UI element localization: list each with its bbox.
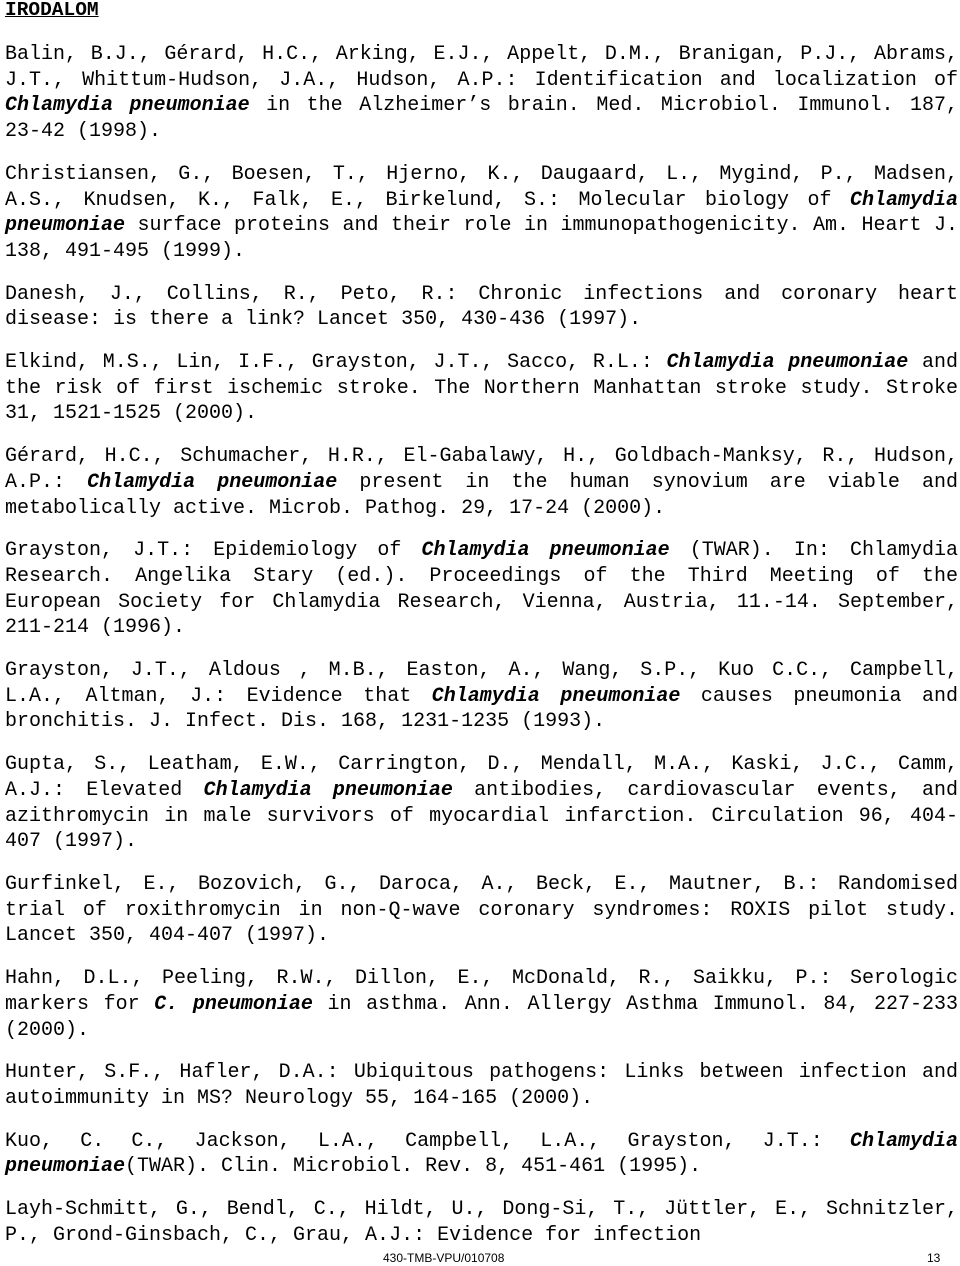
reference-text: Danesh, J., Collins, R., Peto, R.: Chronic infections and coronary heart disease: is there a link? Lancet 350, 430-436 (1997). [5,282,958,332]
species-name: Chlamydia pneumoniae [666,351,909,375]
page-number: 13 [927,1251,941,1265]
reference-text: antibodies, cardiovascular events, and azithromycin in male survivors of myocardial infarction. Circulation 96, 404-407 (1997). [5,778,959,854]
reference-text: in the Alzheimer’s brain. Med. Microbiol. Immunol. 187, 23-42 (1998). [5,94,958,144]
reference-text: Balin, B.J., Gérard, H.C., Arking, E.J., Appelt, D.M., Branigan, P.J., Abrams, J.T., Whittum-Hudson, J.A., Hudson, A.P.: Identification and localization of [5,43,958,92]
reference-text: in asthma. Ann. Allergy Asthma Immunol. 84, 227-233 (2000). [5,992,958,1042]
reference-entry [5,966,958,1043]
reference-text: Gérard, H.C., Schumacher, H.R., El-Gabalawy, H., Goldbach-Manksy, R., Hudson, A.P.: [5,445,958,494]
section-heading: IRODALOM [5,0,99,21]
page-footer [0,1251,960,1266]
species-name: Chlamydia pneumoniae [421,539,670,563]
reference-text: Grayston, J.T., Aldous , M.B., Easton, A., Wang, S.P., Kuo C.C., Campbell, L.A., Altman, J.: Evidence that [5,659,958,708]
reference-text: surface proteins and their role in immunopathogenicity. Am. Heart J. 138, 491-495 (1999). [5,214,958,263]
reference-text: (TWAR). Clin. Microbiol. Rev. 8, 451-461 (1995). [125,1155,702,1179]
reference-text: causes pneumonia and bronchitis. J. Infect. Dis. 168, 1231-1235 (1993). [5,684,958,734]
species-name: Chlamydia pneumoniae [87,470,338,494]
reference-entry [5,444,958,521]
reference-entry [5,872,958,949]
species-name: Chlamydia pneumoniae [203,778,453,802]
species-name: Chlamydia pneumoniae [5,188,958,238]
reference-text: Kuo, C. C., Jackson, L.A., Campbell, L.A., Grayston, J.T.: [5,1129,850,1153]
reference-entry [5,162,958,265]
reference-text: Hunter, S.F., Hafler, D.A.: Ubiquitous pathogens: Links between infection and autoimmunity in MS? Neurology 55, 164-165 (2000). [5,1061,958,1110]
reference-entry [5,538,958,641]
reference-text: and the risk of first ischemic stroke. The Northern Manhattan stroke study. Stroke 31, 1521-1525 (2000). [5,351,959,426]
document-code: 430-TMB-VPU/010708 [383,1251,505,1265]
species-name: Chlamydia pneumoniae [5,1129,958,1179]
reference-text: Grayston, J.T.: Epidemiology of [5,539,422,563]
document-page [5,0,958,1265]
reference-text: Hahn, D.L., Peeling, R.W., Dillon, E., McDonald, R., Saikku, P.: Serologic markers for [5,967,958,1016]
reference-text: Layh-Schmitt, G., Bendl, C., Hildt, U., Dong-Si, T., Jüttler, E., Schnitzler, P., Grond-Ginsbach, C., Grau, A.J.: Evidence for infection [5,1198,958,1247]
reference-text: Elkind, M.S., Lin, I.F., Grayston, J.T., Sacco, R.L.: [5,351,667,375]
reference-entry [5,350,958,427]
reference-entry [5,1197,958,1248]
reference-entry [5,658,958,735]
reference-text: Gurfinkel, E., Bozovich, G., Daroca, A., Beck, E., Mautner, B.: Randomised trial of roxithromycin in non-Q-wave coronary syndromes: ROXIS pilot study. Lancet 350, 404-407 (1997). [5,872,958,948]
reference-entry [5,1060,958,1111]
reference-entry [5,752,958,855]
reference-text: (TWAR). In: Chlamydia Research. Angelika Stary (ed.). Proceedings of the Third Meeting of the European Society for Chlamydia Research, Vienna, Austria, 11.-14. September, 211-214 (1996). [5,539,958,640]
reference-text: Christiansen, G., Boesen, T., Hjerno, K., Daugaard, L., Mygind, P., Madsen, A.S., Knudsen, K., Falk, E., Birkelund, S.: Molecular biology of [5,162,958,212]
reference-text: present in the human synovium are viable and metabolically active. Microb. Pathog. 29, 17-24 (2000). [5,470,958,520]
reference-entry [5,1129,958,1180]
reference-text: Gupta, S., Leatham, E.W., Carrington, D., Mendall, M.A., Kaski, J.C., Camm, A.J.: Elevated [5,753,958,802]
reference-entry [5,42,958,145]
species-name: Chlamydia pneumoniae [5,94,250,118]
reference-entry [5,282,958,333]
species-name: C. pneumoniae [154,992,313,1016]
reference-list [5,42,958,1248]
species-name: Chlamydia pneumoniae [431,684,681,708]
